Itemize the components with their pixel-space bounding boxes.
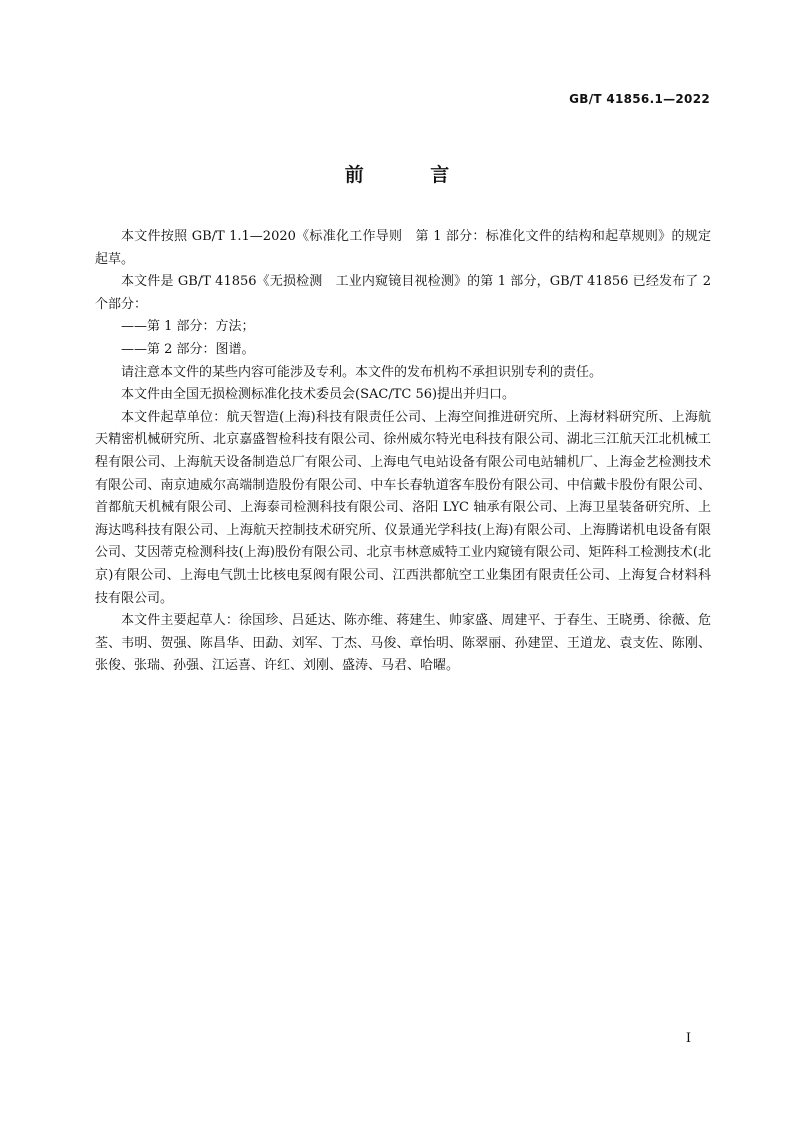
list-item-part-1: ——第 1 部分：方法； <box>121 319 255 335</box>
page-number: I <box>685 1031 691 1046</box>
list-item-part-2: ——第 2 部分：图谱。 <box>121 341 255 357</box>
page-title: 前 言 <box>344 164 480 186</box>
paragraph-drafters: 本文件主要起草人：徐国珍、吕延达、陈亦维、蒋建生、帅家盛、周建平、于春生、王晓勇、徐薇、危荃、韦明、贺强、陈昌华、田勐、刘军、丁杰、马俊、章怡明、陈翠丽、孙建罡、王道龙、袁支佐、陈刚、张俊、张瑞、孙强、江运喜、许红、刘刚、盛涛、马君、哈曜。 <box>95 613 711 674</box>
standard-code: GB/T 41856.1—2022 <box>569 92 710 106</box>
paragraph-proposer: 本文件由全国无损检测标准化技术委员会(SAC/TC 56)提出并归口。 <box>121 387 516 403</box>
paragraph-patent-notice: 请注意本文件的某些内容可能涉及专利。本文件的发布机构不承担识别专利的责任。 <box>121 364 603 380</box>
foreword-body <box>95 226 711 678</box>
paragraph-drafting-units: 本文件起草单位：航天智造(上海)科技有限责任公司、上海空间推进研究所、上海材料研究所、上海航天精密机械研究所、北京嘉盛智检科技有限公司、徐州威尔特光电科技有限公司、湖北三江航天江北机械工程有限公司、上海航天设备制造总厂有限公司、上海电气电站设备有限公司电站辅机厂、上海金艺检测技术有限公司、南京迪威尔高端制造股份有限公司、中车长春轨道客车股份有限公司、中信戴卡股份有限公司、首都航天机械有限公司、上海泰司检测科技有限公司、洛阳 LYC 轴承有限公司、上海卫星装备研究所、上海达鸣科技有限公司、上海航天控制技术研究所、仪景通光学科技(上海)有限公司、上海腾诺机电设备有限公司、艾因蒂克检测科技(上海)股份有限公司、北京韦林意威特工业内窥镜有限公司、矩阵科工检测技术(北京)有限公司、上海电气凯士比核电泵阀有限公司、江西洪都航空工业集团有限责任公司、上海复合材料科技有限公司。 <box>95 409 711 606</box>
paragraph-series-parts: 本文件是 GB/T 41856《无损检测 工业内窥镜目视检测》的第 1 部分，GB/T 41856 已经发布了 2 个部分： <box>95 274 711 312</box>
paragraph-drafting-rules: 本文件按照 GB/T 1.1—2020《标准化工作导则 第 1 部分：标准化文件的结构和起草规则》的规定起草。 <box>95 229 711 267</box>
